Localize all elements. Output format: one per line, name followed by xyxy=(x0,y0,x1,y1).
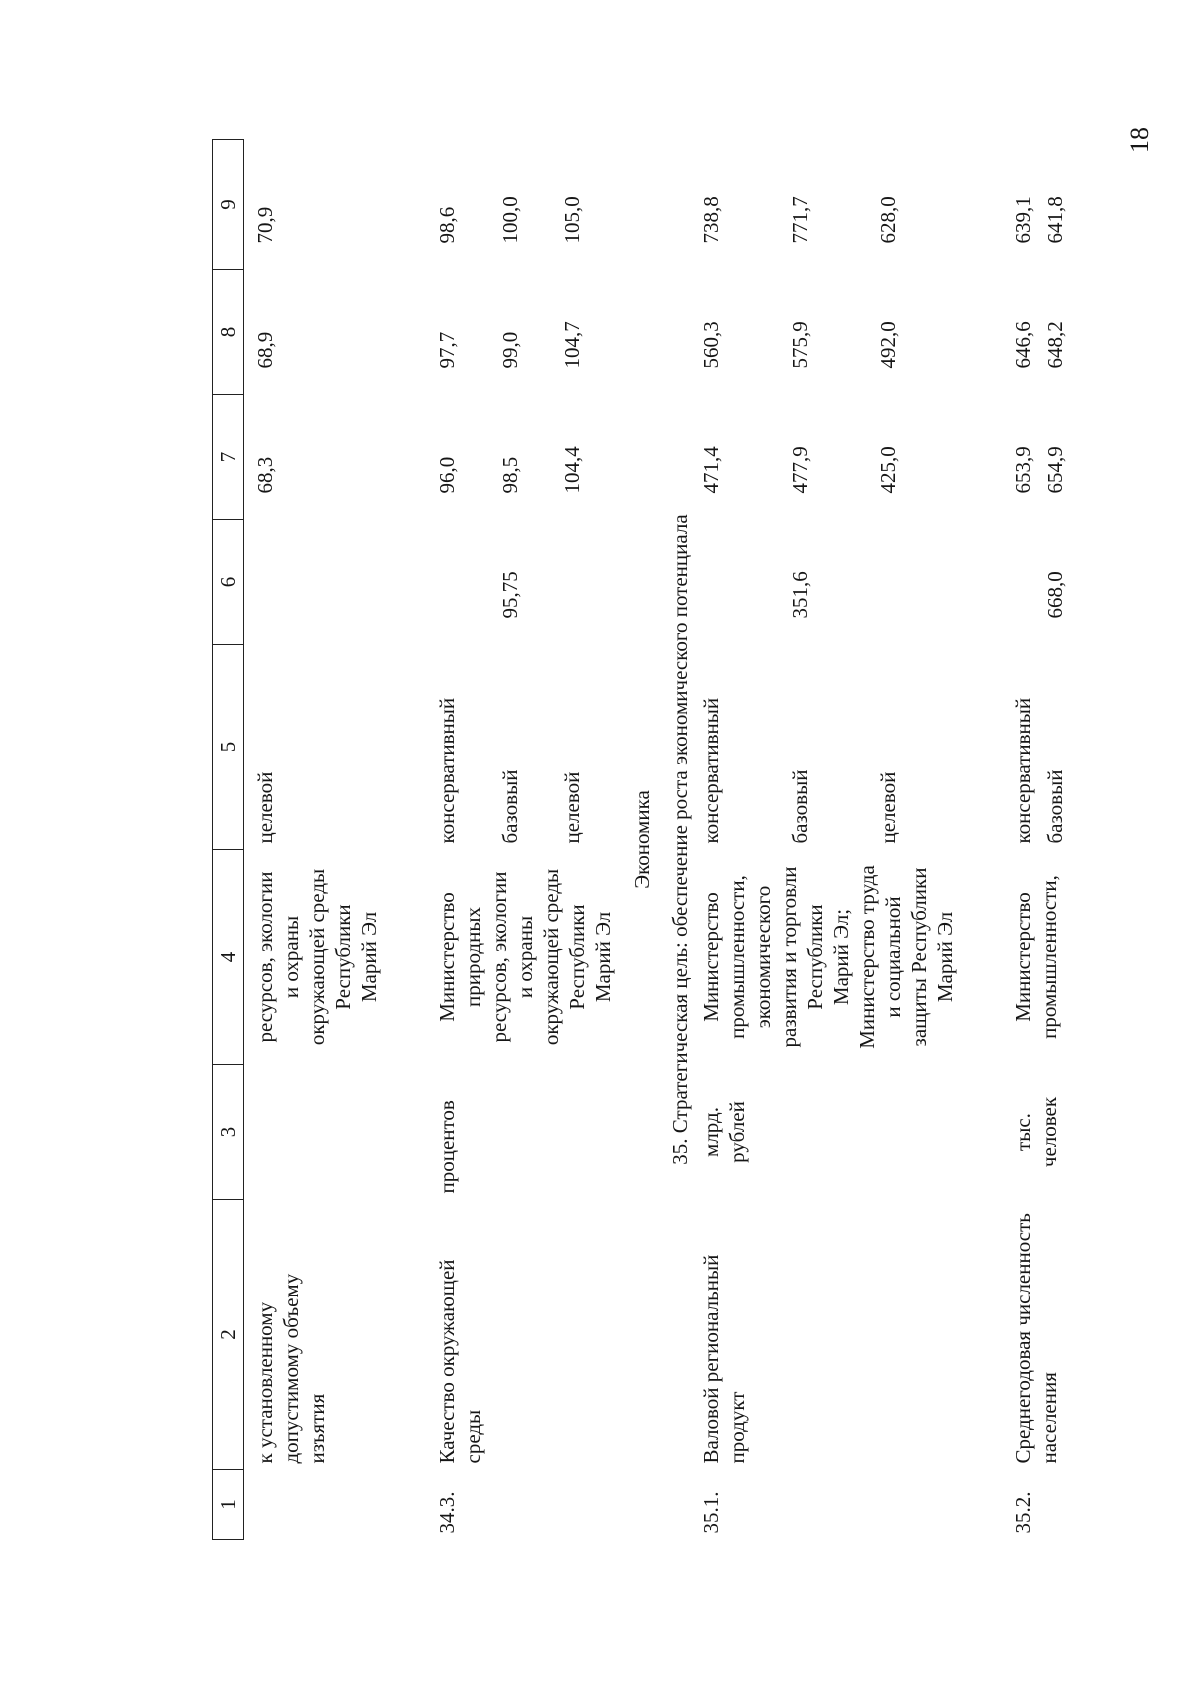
value-cell: 98,6 xyxy=(435,206,459,244)
column-header: 2 xyxy=(213,1200,244,1470)
value-cell: 654,9 xyxy=(1043,446,1067,494)
indicator-unit: тыс. человек xyxy=(1011,1096,1061,1168)
indicator-unit: млрд. рублей xyxy=(699,1101,749,1163)
value-cell: 99,0 xyxy=(497,331,522,369)
value-cell: 471,4 xyxy=(699,446,723,494)
responsible-agency: ресурсов, экологии и охраны окружающей среды Республики Марий Эл xyxy=(253,868,381,1046)
indicator-name: Валовой региональный продукт xyxy=(699,1254,749,1464)
column-header: 6 xyxy=(213,520,244,645)
row-number: 34.3. xyxy=(435,1491,459,1534)
scenario-label: базовый xyxy=(497,769,522,844)
value-cell: 575,9 xyxy=(787,321,812,369)
responsible-agency: Министерство промышленности, экономического развития и торговли Республики Марий Эл; Министерство труда и социальной защиты Республики Марий Эл xyxy=(699,865,957,1049)
responsible-agency: Министерство природных ресурсов, экологии и охраны окружающей среды Республики Марий Эл xyxy=(435,868,615,1046)
value-cell: 104,7 xyxy=(560,321,585,369)
value-cell: 641,8 xyxy=(1043,196,1067,244)
spacer-row xyxy=(385,140,431,1540)
value-cell xyxy=(556,520,619,645)
value-cell: 668,0 xyxy=(1043,571,1067,619)
value-cell: 771,7 xyxy=(787,196,812,244)
value-cell: 648,2 xyxy=(1043,321,1067,369)
value-cell: 425,0 xyxy=(876,446,901,494)
value-cell: 560,3 xyxy=(699,321,723,369)
value-cell: 639,1 xyxy=(1011,196,1035,244)
scenario-label: целевой xyxy=(253,771,277,844)
scenario-label: целевой xyxy=(876,771,901,844)
scenario-label: базовый xyxy=(1043,769,1067,844)
value-cell: 68,9 xyxy=(253,331,277,369)
value-cell: 105,0 xyxy=(560,196,585,244)
row-number xyxy=(244,1470,386,1540)
table-row xyxy=(1007,140,1039,1540)
column-header: 8 xyxy=(213,270,244,395)
indicator-name: Качество окружающей среды xyxy=(435,1259,485,1464)
value-cell xyxy=(431,520,494,645)
value-cell: 98,5 xyxy=(497,456,522,494)
value-cell xyxy=(695,520,784,645)
value-cell: 96,0 xyxy=(435,456,459,494)
value-cell: 492,0 xyxy=(876,321,901,369)
header-row xyxy=(213,140,244,1540)
value-cell xyxy=(244,520,386,645)
table-row xyxy=(244,140,386,1540)
spacer-row xyxy=(961,140,1007,1540)
value-cell: 738,8 xyxy=(699,196,723,244)
section-title: Экономика xyxy=(630,790,654,889)
scenario-label: консервативный xyxy=(435,697,459,844)
value-cell: 97,7 xyxy=(435,331,459,369)
table-row xyxy=(695,140,784,1540)
column-header: 9 xyxy=(213,140,244,270)
value-cell xyxy=(872,520,961,645)
value-cell: 646,6 xyxy=(1011,321,1035,369)
page-number: 18 xyxy=(1125,127,1154,153)
value-cell: 95,75 xyxy=(497,571,522,619)
indicator-unit: процентов xyxy=(435,1100,459,1194)
strategic-goal-title: 35. Стратегическая цель: обеспечение роста экономического потенциала xyxy=(668,514,692,1165)
section-row xyxy=(619,140,665,1540)
scenario-label: базовый xyxy=(787,769,812,844)
indicators-table xyxy=(212,139,1071,1540)
column-header: 1 xyxy=(213,1470,244,1540)
value-cell: 100,0 xyxy=(497,196,522,244)
column-header: 5 xyxy=(213,645,244,850)
scenario-label: консервативный xyxy=(1011,697,1035,844)
value-cell: 653,9 xyxy=(1011,446,1035,494)
value-cell: 477,9 xyxy=(787,446,812,494)
goal-row xyxy=(665,140,695,1540)
indicator-name: Среднегодовая численность населения xyxy=(1011,1213,1061,1464)
value-cell: 68,3 xyxy=(253,456,277,494)
indicator-unit xyxy=(244,1065,386,1200)
responsible-agency: Министерство промышленности, xyxy=(1011,875,1061,1039)
scenario-label: целевой xyxy=(560,771,585,844)
indicator-name: к установленному допустимому объему изъятия xyxy=(253,1273,329,1464)
rotated-table-page xyxy=(212,140,1072,1540)
value-cell: 351,6 xyxy=(787,571,812,619)
value-cell xyxy=(1007,520,1039,645)
value-cell: 70,9 xyxy=(253,206,277,244)
value-cell: 104,4 xyxy=(560,446,585,494)
value-cell: 628,0 xyxy=(876,196,901,244)
column-header: 7 xyxy=(213,395,244,520)
row-number: 35.2. xyxy=(1011,1491,1035,1534)
table-row xyxy=(431,140,494,1540)
row-number: 35.1. xyxy=(699,1491,723,1534)
column-header: 4 xyxy=(213,850,244,1065)
scenario-label: консервативный xyxy=(699,697,723,844)
column-header: 3 xyxy=(213,1065,244,1200)
